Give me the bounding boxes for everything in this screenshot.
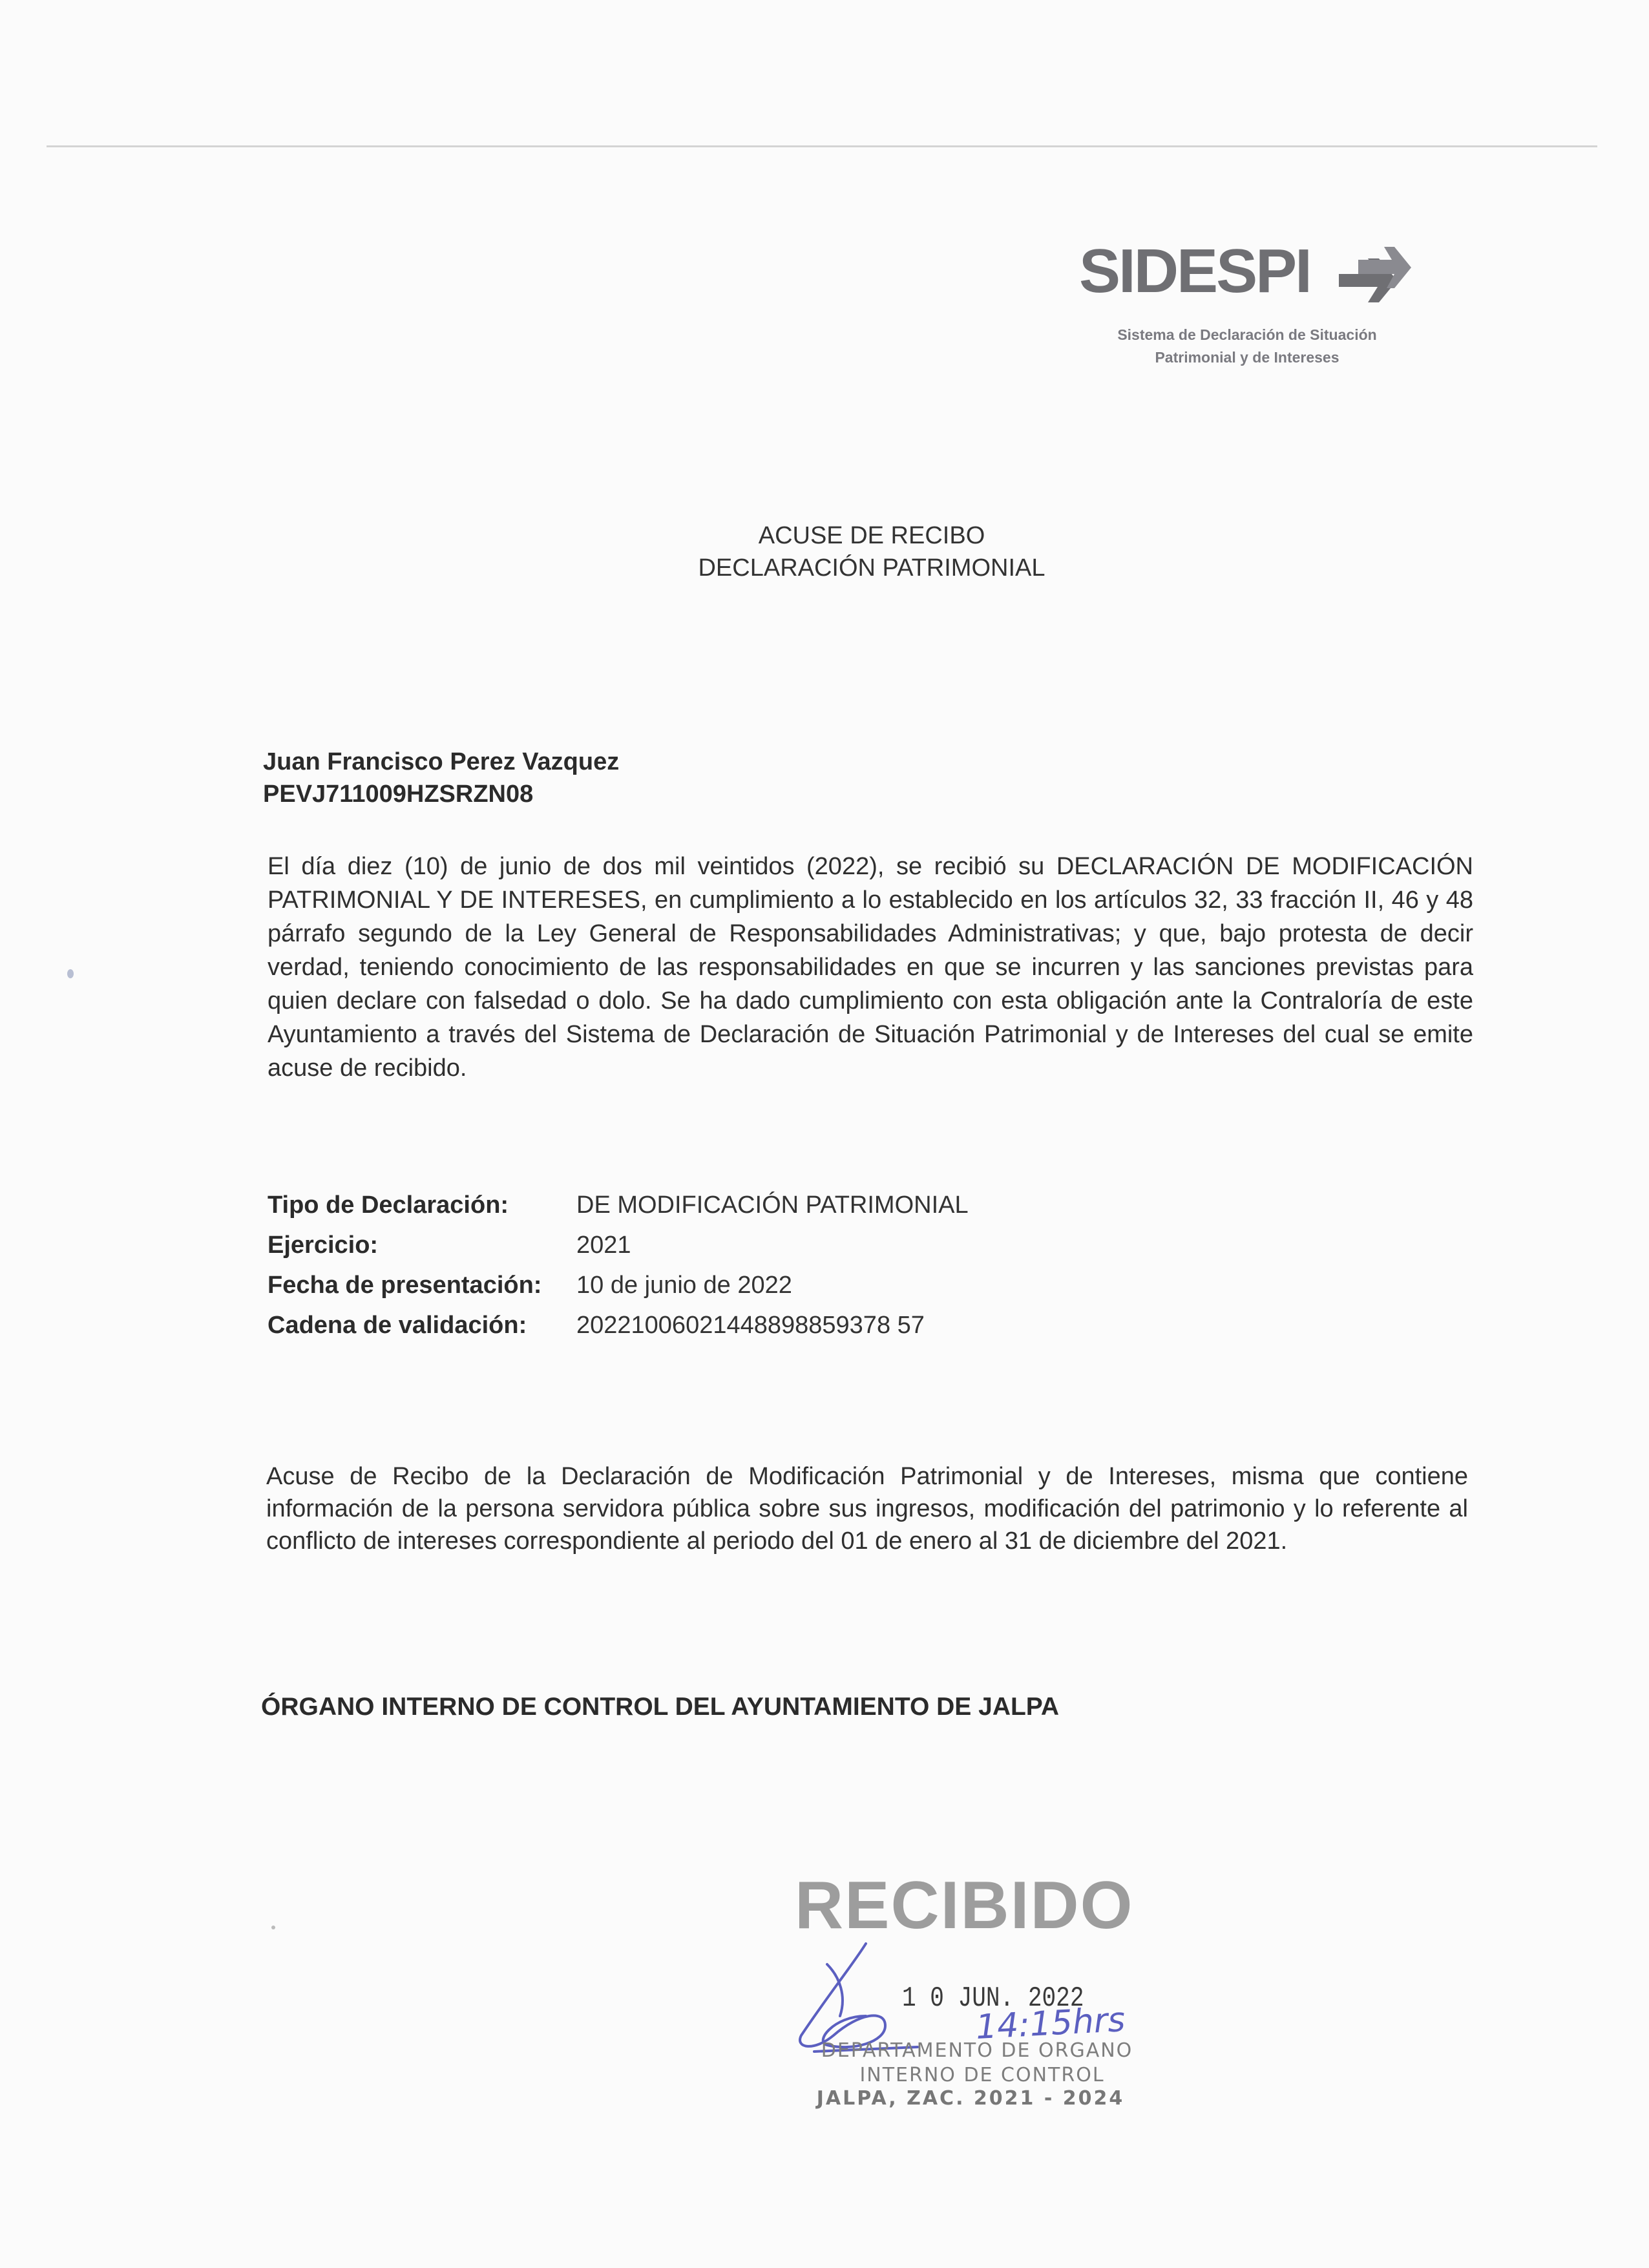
top-rule: [47, 145, 1597, 147]
body-paragraph: El día diez (10) de junio de dos mil veintidos (2022), se recibió su DECLARACIÓN DE MODIFICACIÓN PATRIMONIAL Y DE INTERESES, en cumplimiento a lo establecido en los artículos 32, 33 fracción II, 46 y 48 párrafo segundo de la Ley General de Responsabilidades Administrativas; y que, bajo protesta de decir verdad, teniendo conocimiento de las responsabilidades en que se incurren y las sanciones previstas para quien declare con falsedad o dolo. Se ha dado cumplimiento con esta obligación ante la Contraloría de este Ayuntamiento a través del Sistema de Declaración de Situación Patrimonial y de Intereses del cual se emite acuse de recibido.: [268, 853, 1473, 1082]
logo-subtitle-line2: Patrimonial y de Intereses: [1155, 349, 1339, 366]
sidespi-logo: [1079, 236, 1415, 370]
detail-value: DE MODIFICACIÓN PATRIMONIAL: [576, 1192, 969, 1219]
stamp-date: 1 0 JUN. 2022: [902, 1982, 1084, 2015]
document-title: ACUSE DE RECIBO: [758, 522, 985, 549]
logo-wordmark: SIDESPI: [1079, 236, 1310, 306]
detail-label: Tipo de Declaración:: [268, 1192, 509, 1219]
detail-value: 2021: [576, 1232, 631, 1259]
detail-label: Ejercicio:: [268, 1232, 379, 1259]
stamp-department: DEPARTAMENTO DE ORGANO: [821, 2039, 1133, 2062]
declarant-name: Juan Francisco Perez Vazquez: [263, 748, 620, 775]
received-stamp: [788, 1867, 1189, 2113]
detail-label: Cadena de validación:: [268, 1312, 527, 1339]
stamp-time: 14:15hrs: [974, 2000, 1126, 2048]
scan-speck: [271, 1926, 275, 1929]
double-arrow-icon: [1332, 240, 1416, 324]
detail-value: 20221006021448898859378 57: [576, 1312, 925, 1339]
closing-paragraph: Acuse de Recibo de la Declaración de Modificación Patrimonial y de Intereses, misma que contiene información de la persona servidora pública sobre sus ingresos, modificación del patrimonio y lo referente al conflicto de intereses correspondiente al periodo del 01 de enero al 31 de diciembre del 2021.: [266, 1463, 1468, 1555]
logo-subtitle-line1: Sistema de Declaración de Situación: [1117, 326, 1377, 343]
stamp-office: INTERNO DE CONTROL: [859, 2064, 1105, 2086]
stamp-location: JALPA, ZAC. 2021 - 2024: [816, 2087, 1125, 2110]
declarant-rfc: PEVJ711009HZSRZN08: [263, 781, 534, 808]
stamp-title: RECIBIDO: [795, 1868, 1134, 1943]
document-subtitle: DECLARACIÓN PATRIMONIAL: [698, 554, 1045, 582]
detail-label: Fecha de presentación:: [268, 1272, 542, 1299]
scan-speck: [67, 969, 74, 978]
detail-value: 10 de junio de 2022: [576, 1272, 792, 1299]
issuer-name: ÓRGANO INTERNO DE CONTROL DEL AYUNTAMIENTO DE JALPA: [261, 1693, 1060, 1721]
